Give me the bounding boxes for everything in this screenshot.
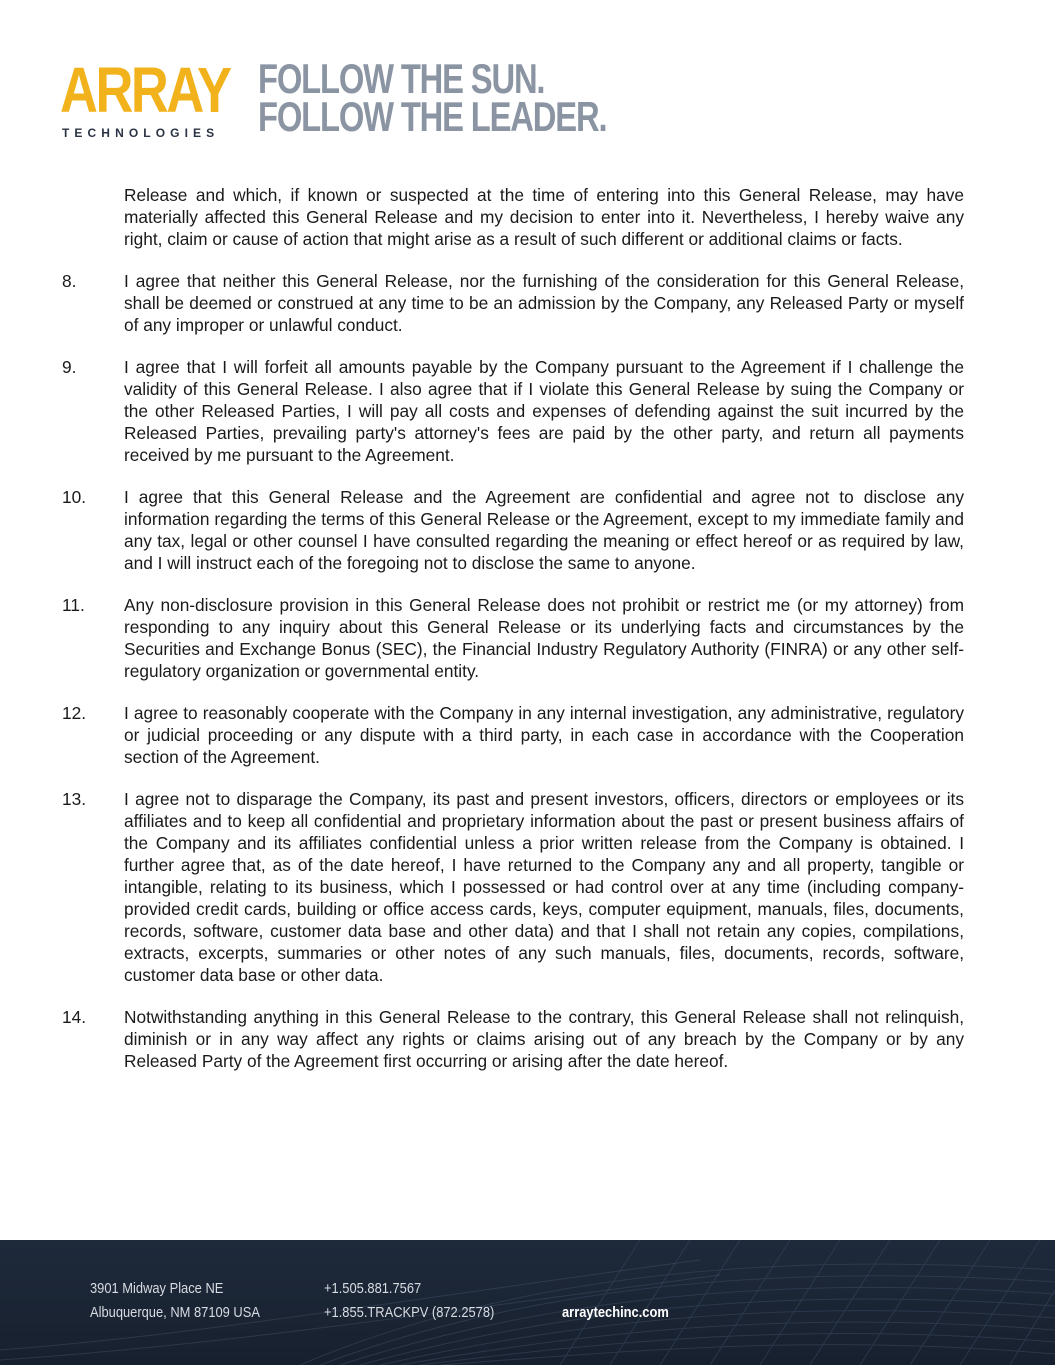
clause-text: I agree that I will forfeit all amounts payable by the Company pursuant to the Agreement if I challenge the validity of this General Release. I also agree that if I violate this General Release by suing the Company or the other Released Parties, I will pay all costs and expenses of defending against the suit incurred by the Released Parties, prevailing party's attorney's fees are paid by the other party, and return all payments received by me pursuant to the Agreement.	[124, 357, 964, 465]
clause-8	[62, 270, 964, 336]
continued-paragraph: Release and which, if known or suspected at the time of entering into this General Release, may have materially affected this General Release and my decision to enter into it. Nevertheless, I hereby waive any right, claim or cause of action that might arise as a result of such different or additional claims or facts.	[124, 185, 964, 249]
footer-website-link[interactable]: arraytechinc.com	[562, 1304, 669, 1321]
clause-14	[62, 1006, 964, 1072]
clause-number: 10.	[62, 487, 87, 507]
clause-text: I agree to reasonably cooperate with the Company in any internal investigation, any administrative, regulatory or judicial proceeding or any dispute with a third party, in each case in accordance with the Cooperation section of the Agreement.	[124, 703, 964, 767]
footer-address-line-2: Albuquerque, NM 87109 USA	[90, 1304, 260, 1321]
clause-number: 14.	[62, 1007, 87, 1027]
clause-11	[62, 594, 964, 682]
footer-band	[0, 1240, 1055, 1365]
footer-phone-1: +1.505.881.7567	[324, 1280, 422, 1297]
footer-phone-2: +1.855.TRACKPV (872.2578)	[324, 1304, 495, 1321]
clause-text: I agree that neither this General Release, nor the furnishing of the consideration for this General Release, shall be deemed or construed at any time to be an admission by the Company, any Released Party or myself of any improper or unlawful conduct.	[124, 271, 964, 335]
clause-text: I agree not to disparage the Company, its past and present investors, officers, directors or employees or its affiliates and to keep all confidential and proprietary information about the past or present business affairs of the Company and its affiliates confidential unless a prior written release from the Company is obtained. I further agree that, as of the date hereof, I have returned to the Company any and all property, tangible or intangible, relating to its business, which I possessed or had control over at any time (including company-provided credit cards, building or office access cards, keys, computer equipment, manuals, files, documents, records, software, customer data base and other data) and that I shall not retain any copies, compilations, extracts, excerpts, summaries or other notes of any such manuals, files, documents, records, software, customer data base or other data.	[124, 789, 964, 985]
clause-number: 9.	[62, 357, 77, 377]
clause-number: 11.	[62, 595, 85, 615]
clause-10	[62, 486, 964, 574]
clause-number: 8.	[62, 271, 77, 291]
wave-mesh-graphic	[0, 1240, 1055, 1365]
clause-text: Notwithstanding anything in this General Release to the contrary, this General Release shall not relinquish, diminish or in any way affect any rights or claims arising out of any breach by the Company or by any Released Party of the Agreement first occurring or arising after the date hereof.	[124, 1007, 964, 1071]
tagline	[258, 55, 607, 140]
tagline-line-2: FOLLOW THE LEADER.	[258, 93, 607, 140]
tagline-line-1: FOLLOW THE SUN.	[258, 55, 545, 102]
clause-number: 13.	[62, 789, 87, 809]
clause-9	[62, 356, 964, 466]
company-logo-word: ARRAY	[60, 54, 230, 126]
clause-13	[62, 788, 964, 986]
clause-12	[62, 702, 964, 768]
clause-number: 12.	[62, 703, 87, 723]
company-logo-subtitle: TECHNOLOGIES	[62, 126, 220, 140]
clause-text: I agree that this General Release and the Agreement are confidential and agree not to disclose any information regarding the terms of this General Release or the Agreement, except to my immediate family and any tax, legal or other counsel I have consulted regarding the meaning or effect hereof or as required by law, and I will instruct each of the foregoing not to disclose the same to anyone.	[124, 487, 964, 573]
document-body	[62, 184, 964, 1072]
clause-text: Any non-disclosure provision in this General Release does not prohibit or restrict me (or my attorney) from responding to any inquiry about this General Release or its underlying facts and circumstances by the Securities and Exchange Bonus (SEC), the Financial Industry Regulatory Authority (FINRA) or any other self-regulatory organization or governmental entity.	[124, 595, 964, 681]
footer-address-line-1: 3901 Midway Place NE	[90, 1280, 224, 1297]
